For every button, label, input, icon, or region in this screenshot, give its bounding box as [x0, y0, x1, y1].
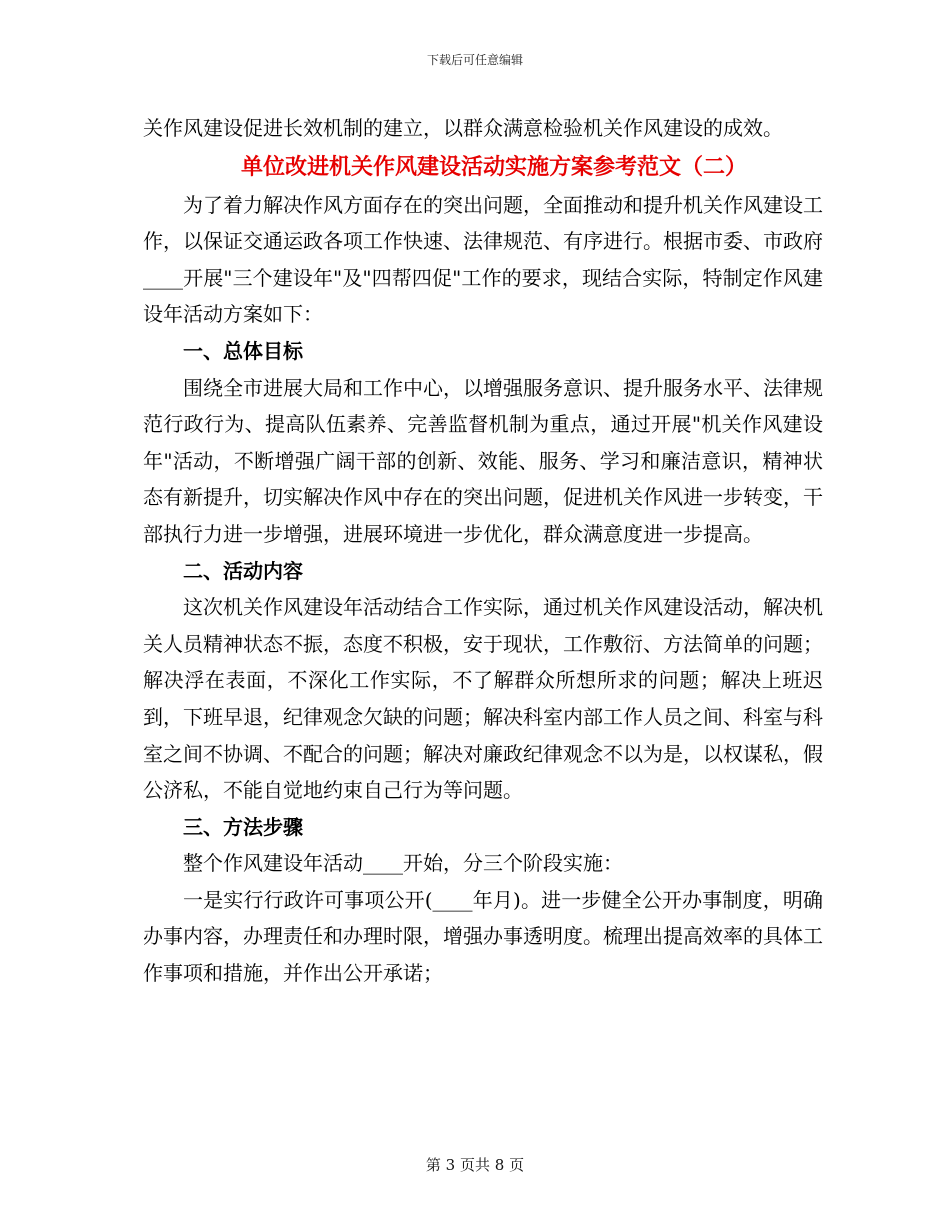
method-steps-paragraph: 整个作风建设年活动____开始，分三个阶段实施：	[183, 851, 623, 876]
intro-continuation-paragraph: 关作风建设促进长效机制的建立，以群众满意检验机关作风建设的成效。	[143, 116, 783, 140]
page-footer: 第 3 页共 8 页	[425, 1156, 525, 1174]
step-one-paragraph: 一是实行行政许可事项公开(____年月)。进一步健全公开办事制度，明确办事内容，办理责任和办理时限，增强办事透明度。梳理出提高效率的具体工作事项和措施，并作出公开承诺；	[143, 887, 823, 986]
section-heading-overall-goal: 一、总体目标	[183, 338, 303, 363]
activity-content-paragraph: 这次机关作风建设年活动结合工作实际，通过机关作风建设活动，解决机关人员精神状态不振，态度不积极，安于现状，工作敷衍、方法简单的问题；解决浮在表面，不深化工作实际，不了解群众所想所求的问题；解决上班迟到，下班早退，纪律观念欠缺的问题；解决科室内部工作人员之间、科室与科室之间不协调、不配合的问题；解决对廉政纪律观念不以为是，以权谋私，假公济私，不能自觉地约束自己行为等问题。	[143, 595, 823, 803]
document-title: 单位改进机关作风建设活动实施方案参考范文（二）	[240, 153, 747, 180]
page-header: 下载后可任意编辑	[426, 53, 523, 67]
overall-goal-paragraph: 围绕全市进展大局和工作中心，以增强服务意识、提升服务水平、法律规范行政行为、提高队伍素养、完善监督机制为重点，通过开展"机关作风建设年"活动，不断增强广阔干部的创新、效能、服务、学习和廉洁意识，精神状态有新提升，切实解决作风中存在的突出问题，促进机关作风进一步转变，干部执行力进一步增强，进展环境进一步优化，群众满意度进一步提高。	[143, 375, 823, 546]
section-heading-activity-content: 二、活动内容	[183, 558, 303, 583]
section-heading-method-steps: 三、方法步骤	[183, 814, 303, 839]
intro-paragraph: 为了着力解决作风方面存在的突出问题，全面推动和提升机关作风建设工作，以保证交通运政各项工作快速、法律规范、有序进行。根据市委、市政府____开展"三个建设年"及"四帮四促"工作的要求，现结合实际，特制定作风建设年活动方案如下：	[143, 192, 823, 327]
document-body	[143, 110, 823, 992]
